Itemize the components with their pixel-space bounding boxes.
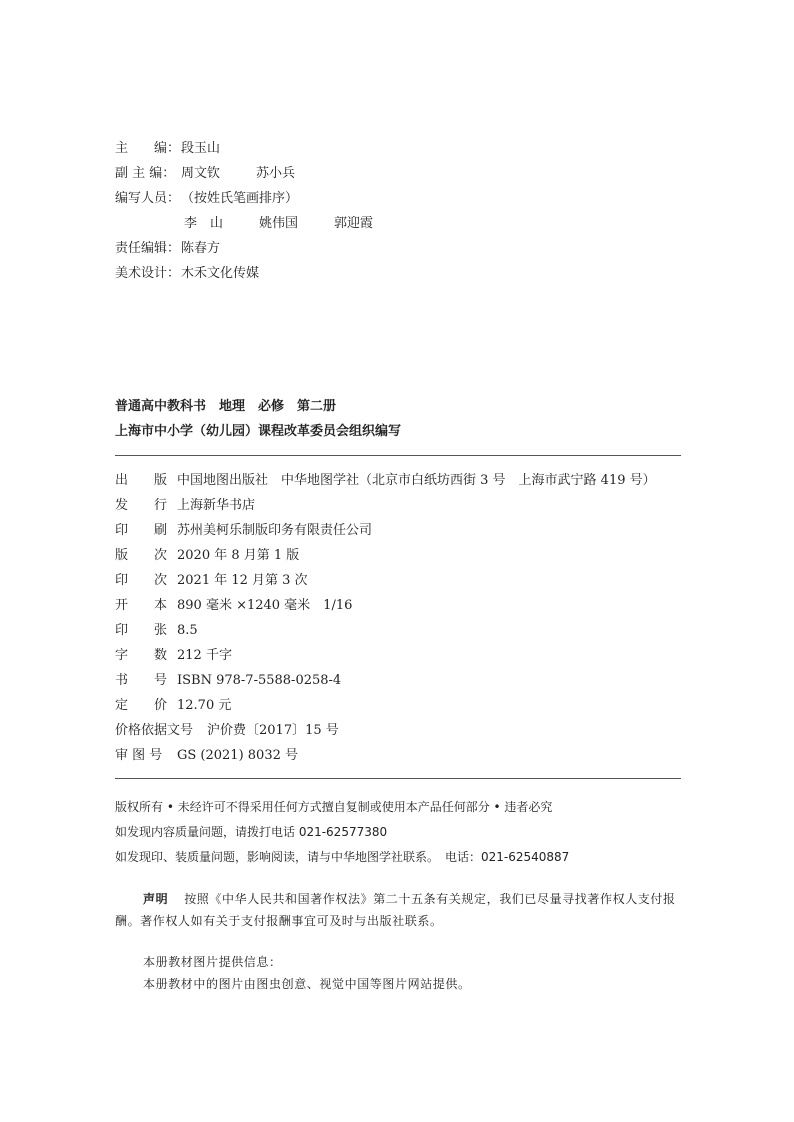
pub-row [115,522,372,540]
art-design-name: 木禾文化传媒 [181,266,260,281]
price-doc-value: 沪价费〔2017〕15 号 [207,723,339,738]
statement-text: 按照《中华人民共和国著作权法》第二十五条有关规定，我们已尽量寻找著作权人支付报酬。著作权人如有关于支付报酬事宜可及时与出版社联系。 [115,892,676,928]
pub-value: 890 毫米 ×1240 毫米 1/16 [177,598,353,613]
pub-label: 印 刷 [115,523,168,538]
writers-row [115,190,298,208]
pub-row [115,472,656,490]
pub-label: 出 版 [115,473,168,488]
price-doc-label: 价格依据文号 [115,723,194,738]
pub-label: 版 次 [115,548,168,563]
pub-label: 定 价 [115,698,168,713]
statement [115,888,681,932]
responsible-editor-name: 陈春方 [181,241,221,256]
writer-name: 李 山 [184,216,224,231]
pub-value: 12.70 元 [177,698,232,713]
pub-label: 印 次 [115,573,168,588]
quality-notice: 如发现内容质量问题，请拨打电话 021-62577380 [115,825,388,839]
pub-row [115,497,255,515]
price-doc-row [115,722,339,740]
deputy-editor-name: 苏小兵 [256,166,296,181]
chief-editor-label: 主 编： [115,141,181,156]
pub-row [115,672,341,690]
pub-label: 开 本 [115,598,168,613]
book-compiler: 上海市中小学（幼儿园）课程改革委员会组织编写 [115,424,402,439]
pub-value: 中国地图出版社 中华地图学社（北京市白纸坊西街 3 号 上海市武宁路 419 号） [177,473,656,488]
responsible-editor-row [115,240,220,258]
writers-note: （按姓氏笔画排序） [181,191,299,206]
book-title: 普通高中教科书 地理 必修 第二册 [115,399,337,414]
deputy-editor-name: 周文钦 [181,166,221,181]
copyright-notice: 版权所有 • 未经许可不得采用任何方式擅自复制或使用本产品任何部分 • 违者必究 [115,800,553,814]
pub-row [115,647,232,665]
print-quality-notice: 如发现印、装质量问题，影响阅读，请与中华地图学社联系。 电话：021-62540887 [115,850,570,864]
pub-value: 上海新华书店 [177,498,256,513]
map-review-value: GS (2021) 8032 号 [177,748,298,763]
writers-names-row [184,215,373,233]
divider [115,455,681,456]
pub-value: 212 千字 [177,648,232,663]
pub-label: 发 行 [115,498,168,513]
map-review-row [115,747,298,765]
pub-row [115,547,299,565]
chief-editor-name: 段玉山 [181,141,221,156]
deputy-editor-row [115,165,295,183]
responsible-editor-label: 责任编辑： [115,241,181,256]
image-info-title: 本册教材图片提供信息： [143,955,282,969]
chief-editor-row [115,140,220,158]
pub-label: 字 数 [115,648,168,663]
art-design-label: 美术设计： [115,266,181,281]
pub-value: 2021 年 12 月第 3 次 [177,573,308,588]
pub-value: 2020 年 8 月第 1 版 [177,548,300,563]
statement-label: 声明 [143,892,169,906]
art-design-row [115,265,259,283]
writers-label: 编写人员： [115,191,181,206]
pub-label: 书 号 [115,673,168,688]
pub-label: 印 张 [115,623,168,638]
writer-name: 姚伟国 [259,216,299,231]
pub-row [115,572,308,590]
pub-value: 苏州美柯乐制版印务有限责任公司 [177,523,373,538]
divider [115,778,681,779]
pub-row [115,597,352,615]
pub-value: ISBN 978-7-5588-0258-4 [177,673,342,688]
writer-name: 郭迎霞 [334,216,374,231]
pub-row [115,697,231,715]
image-info-text: 本册教材中的图片由图虫创意、视觉中国等图片网站提供。 [143,977,471,991]
deputy-editor-label: 副 主 编： [115,166,176,181]
pub-value: 8.5 [177,623,198,638]
pub-row [115,622,198,640]
map-review-label: 审 图 号 [115,748,163,763]
